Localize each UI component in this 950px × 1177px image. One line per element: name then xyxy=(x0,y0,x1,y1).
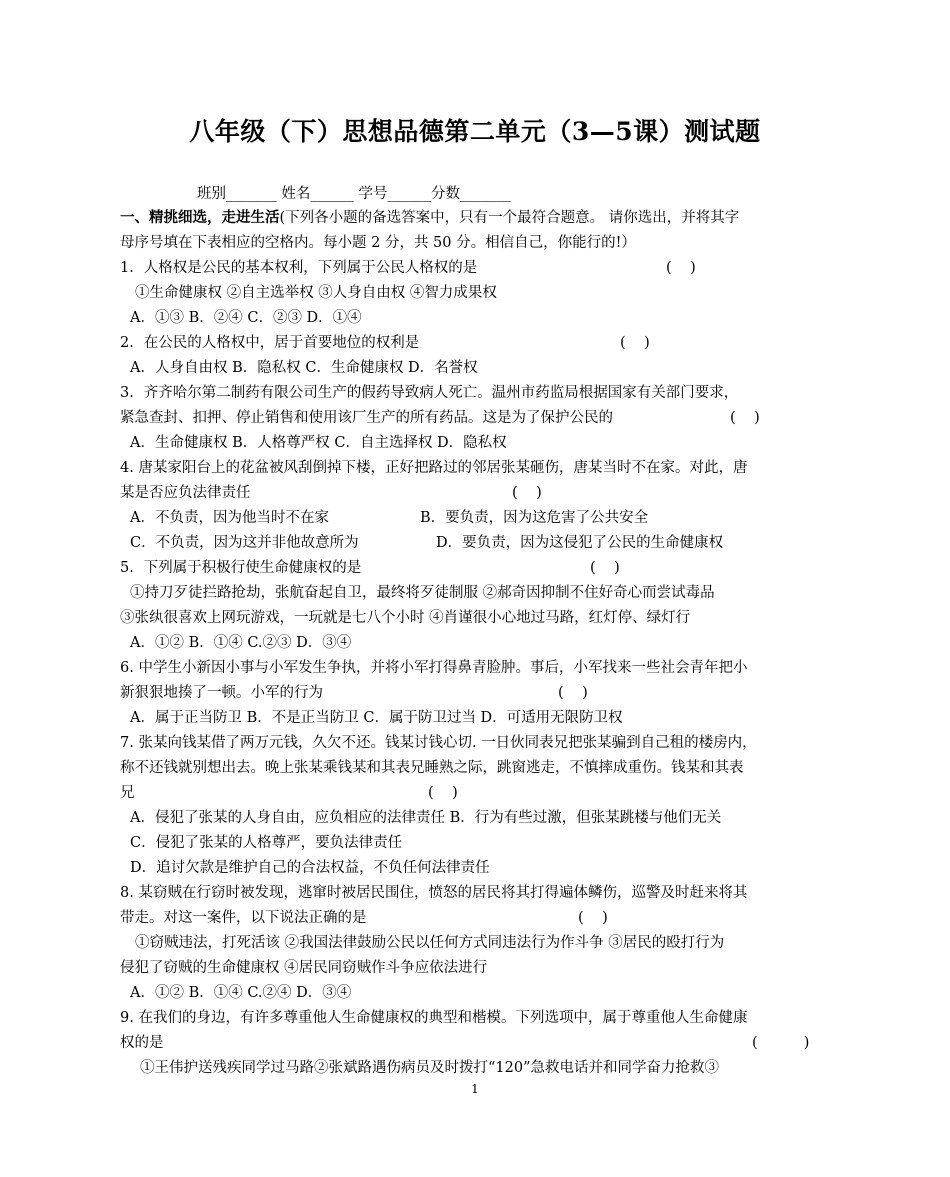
question-2-stem: 2．在公民的人格权中，居于首要地位的权利是 xyxy=(120,335,420,351)
question-5-items-1: ①持刀歹徒拦路抢劫，张航奋起自卫，最终将歹徒制服 ②郝奇因抑制不住好奇心而尝试毒品 xyxy=(130,585,715,601)
page-number: 1 xyxy=(471,1082,479,1096)
question-7-line-2: 称不还钱就别想出去。晚上张某乘钱某和其表兄睡熟之际，跳窗逃走，不慎摔成重伤。钱某和其表 xyxy=(120,760,744,776)
question-9-line-2: 权的是 xyxy=(120,1035,164,1051)
section-intro-a: (下列各小题的备选答案中，只有一个最符合题意。 请你选出，并将其字 xyxy=(279,210,740,226)
page-title: 八年级（下）思想品德第二单元（3—5课）测试题 xyxy=(189,117,761,146)
question-4-option-c: C．不负责，因为这并非他故意所为 xyxy=(130,535,359,551)
question-1-answer-blank: ( ) xyxy=(666,260,696,276)
question-9-items-1: ①王伟护送残疾同学过马路②张斌路遇伤病员及时拨打“120”急救电话并和同学奋力抢救③ xyxy=(140,1060,719,1076)
student-info-line: 班别_______ 姓名______ 学号______分数_______ xyxy=(197,186,511,202)
question-5-stem: 5．下列属于积极行使生命健康权的是 xyxy=(120,560,362,576)
section-heading: 一、精挑细选，走进生活 xyxy=(120,209,280,226)
question-6-line-2: 新狠狠地揍了一顿。小军的行为 xyxy=(120,685,323,701)
question-1-options: A．①③ B．②④ C．②③ D．①④ xyxy=(130,310,362,326)
question-4-option-b: B．要负责，因为这危害了公共安全 xyxy=(420,510,649,526)
question-7-option-d: D．追讨欠款是维护自己的合法权益，不负任何法律责任 xyxy=(130,860,490,876)
question-6-line-1: 6. 中学生小新因小事与小军发生争执，并将小军打得鼻青脸肿。事后，小军找来一些社会青年把小 xyxy=(120,660,748,676)
question-5-options: A．①② B．①④ C.②③ D．③④ xyxy=(130,635,352,651)
question-5-items-2: ③张纨很喜欢上网玩游戏，一玩就是七八个小时 ④肖谨很小心地过马路，红灯停、绿灯行 xyxy=(120,610,691,626)
question-7-answer-blank: ( ) xyxy=(428,785,458,801)
question-3-line-2: 紧急查封、扣押、停止销售和使用该厂生产的所有药品。这是为了保护公民的 xyxy=(120,410,613,426)
question-8-options: A．①② B．①④ C.②④ D．③④ xyxy=(130,985,352,1001)
section-intro-line-1 xyxy=(120,208,840,228)
question-8-answer-blank: ( ) xyxy=(578,910,608,926)
question-5-answer-blank: ( ) xyxy=(590,560,620,576)
question-4-option-a: A．不负责，因为他当时不在家 xyxy=(130,510,329,526)
question-3-answer-blank: ( ) xyxy=(730,410,760,426)
question-9-line-1: 9. 在我们的身边，有许多尊重他人生命健康权的典型和楷模。下列选项中，属于尊重他人生命健康 xyxy=(120,1010,748,1026)
section-intro-line-2: 母序号填在下表相应的空格内。每小题 2 分，共 50 分。相信自己，你能行的!） xyxy=(120,235,636,251)
question-1-stem: 1．人格权是公民的基本权利，下列属于公民人格权的是 xyxy=(120,260,478,276)
question-6-options: A．属于正当防卫 B．不是正当防卫 C．属于防卫过当 D．可适用无限防卫权 xyxy=(130,710,623,726)
question-7-option-c: C．侵犯了张某的人格尊严，要负法律责任 xyxy=(130,835,403,851)
question-8-line-1: 8. 某窃贼在行窃时被发现，逃窜时被居民围住，愤怒的居民将其打得遍体鳞伤，巡警及时赶来将其 xyxy=(120,885,748,901)
question-7-line-3: 兄 xyxy=(120,785,135,801)
question-8-items-2: 侵犯了窃贼的生命健康权 ④居民同窃贼作斗争应依法进行 xyxy=(120,960,488,976)
question-4-answer-blank: ( ) xyxy=(512,485,542,501)
question-6-answer-blank: ( ) xyxy=(558,685,588,701)
question-3-options: A．生命健康权 B．人格尊严权 C．自主选择权 D．隐私权 xyxy=(130,435,507,451)
question-8-line-2: 带走。对这一案件，以下说法正确的是 xyxy=(120,910,367,926)
question-2-answer-blank: ( ) xyxy=(620,335,650,351)
question-4-option-d: D．要负责，因为这侵犯了公民的生命健康权 xyxy=(436,535,724,551)
question-3-line-1: 3．齐齐哈尔第二制药有限公司生产的假药导致病人死亡。温州市药监局根据国家有关部门要求， xyxy=(120,385,739,401)
question-7-options-ab: A．侵犯了张某的人身自由，应负相应的法律责任 B．行为有些过激，但张某跳楼与他们无关 xyxy=(130,810,722,826)
question-8-items-1: ①窃贼违法，打死活该 ②我国法律鼓励公民以任何方式同违法行为作斗争 ③居民的殴打行为 xyxy=(135,935,725,951)
question-1-items: ①生命健康权 ②自主选举权 ③人身自由权 ④智力成果权 xyxy=(135,285,497,301)
question-4-line-1: 4. 唐某家阳台上的花盆被风刮倒掉下楼，正好把路过的邻居张某砸伤，唐某当时不在家。对此，唐 xyxy=(120,460,748,476)
question-9-answer-blank: ( ) xyxy=(752,1035,810,1051)
question-4-line-2: 某是否应负法律责任 xyxy=(120,485,251,501)
question-2-options: A．人身自由权 B．隐私权 C．生命健康权 D．名誉权 xyxy=(130,360,478,376)
question-7-line-1: 7. 张某向钱某借了两万元钱，久欠不还。钱某讨钱心切. 一日伙同表兄把张某骗到自己租的楼房内， xyxy=(120,735,757,751)
